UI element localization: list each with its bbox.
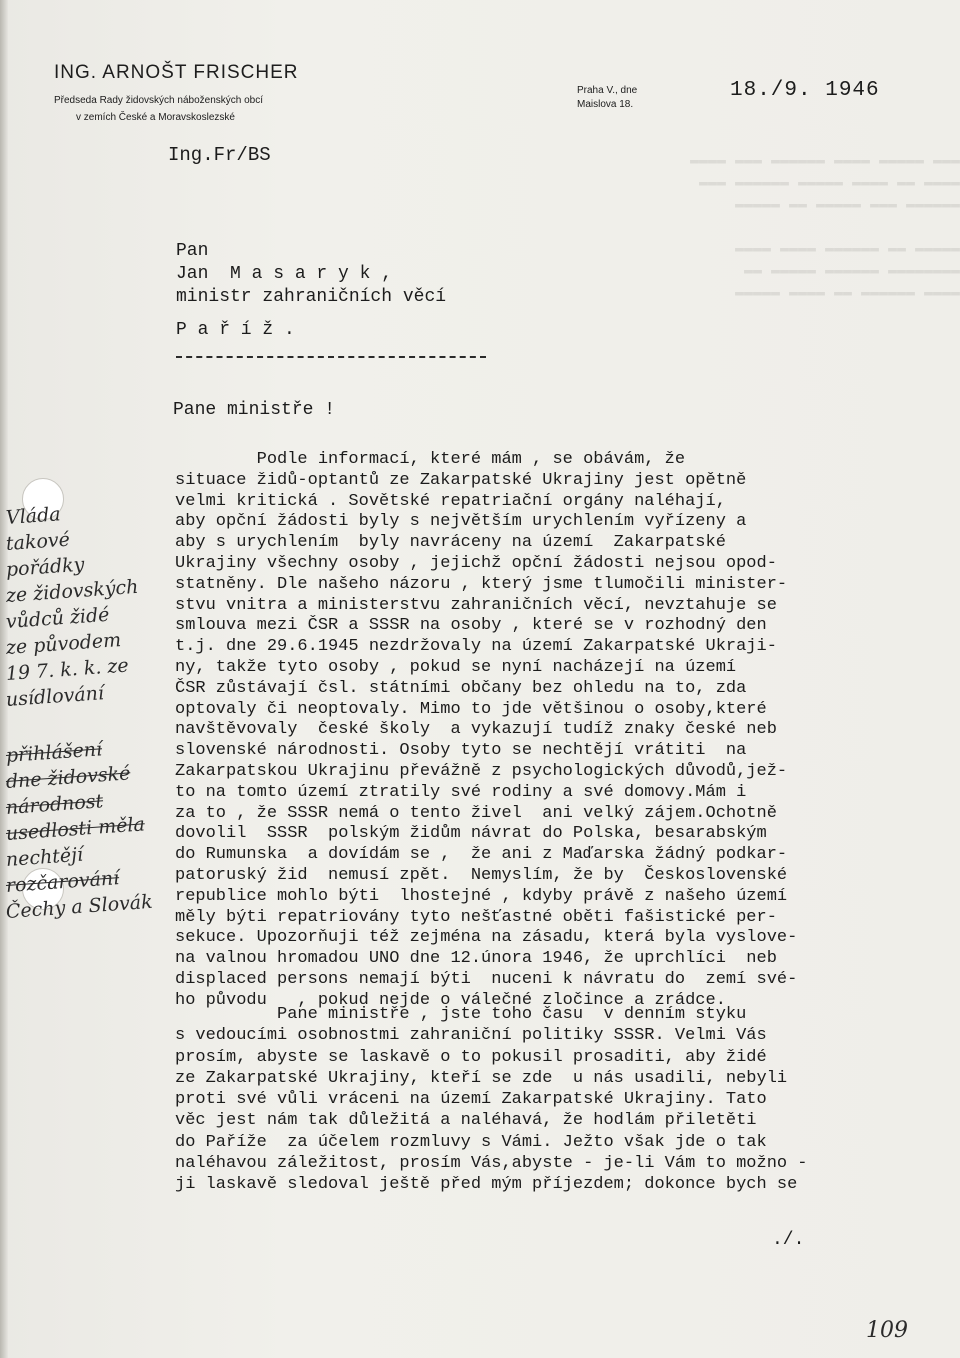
body-line: aby s urychlením byly navráceny na území Zakarpatské xyxy=(175,533,726,553)
body-line: ČSR zůstávají čsl. státními občany bez ohledu na to, zda xyxy=(175,678,747,698)
margin-note-line: pořádky xyxy=(5,553,85,581)
letterhead-region: v zemích České a Moravskoslezské xyxy=(76,112,235,123)
body-line: t.j. dne 29.6.1945 nezdržovaly na území Zakarpatské Ukraji- xyxy=(175,637,777,657)
continuation-mark: ./. xyxy=(772,1230,805,1250)
body-line: navštěvovaly české školy a vykazují tudíž znaky české neb xyxy=(175,720,777,740)
body-line: proti své vůli vráceni na území Zakarpatské Ukrajiny. Tato xyxy=(175,1090,767,1110)
margin-note-line: Čechy a Slovák xyxy=(5,890,154,923)
letterhead-title: Předseda Rady židovských náboženských obcí xyxy=(54,95,264,106)
body-line: do Paříže za účelem rozmluvy s Vámi. Ježto však jde o tak xyxy=(175,1132,767,1152)
body-line: stvu vnitra a ministerstvu zahraničních věcí, nevztahuje se xyxy=(175,595,777,615)
body-line: to na tomto území ztratily své rodiny a své domovy.Mám i xyxy=(175,782,747,802)
letter-body xyxy=(175,450,915,1012)
reference-mark: Ing.Fr/BS xyxy=(168,144,271,166)
body-line: Zakarpatskou Ukrajinu převážně z psychologických důvodů,jež- xyxy=(175,761,788,781)
body-line: optovaly či neoptovaly. Mimo to jde většinou o osoby,které xyxy=(175,699,767,719)
margin-note-line: Vláda xyxy=(5,503,62,529)
margin-note-line: dne židovské xyxy=(5,762,132,793)
place-street: Maislova 18. xyxy=(577,99,634,110)
addressee-line: Jan M a s a r y k , xyxy=(176,264,393,284)
body-line: patoruský žid nemusí zpět. Nemyslím, že by Československé xyxy=(175,865,788,885)
body-line: aby opční žádosti byly s největším urychlením vyřízeny a xyxy=(175,512,747,532)
addressee-line: Pan xyxy=(176,241,209,261)
body-line: ny, takže tyto osoby , pokud se nyní nacházejí na území xyxy=(175,657,737,677)
margin-note-line: usídlování xyxy=(5,682,105,711)
margin-note-line: národnost xyxy=(5,790,104,819)
place-block xyxy=(577,84,637,112)
body-line: věc jest nám tak důležitá a naléhavá, že hodlám přiletěti xyxy=(175,1111,757,1131)
margin-note-line: usedlosti měla xyxy=(5,813,146,845)
body-line: do Rumunska a dovídám se , že ani z Maďarska žádný podkar- xyxy=(175,845,788,865)
body-line: naléhavou záležitost, prosím Vás,abyste - je-li Vám to možno - xyxy=(175,1154,808,1174)
margin-note-line: ze židovských xyxy=(5,575,140,607)
addressee-line: P a ř í ž . xyxy=(176,320,295,340)
margin-note-line: nechtějí xyxy=(5,843,84,871)
body-line: statněny. Dle našeho názoru , který jsme tlumočili minister- xyxy=(175,574,788,594)
body-line: prosím, abyste se laskavě o to pokusil prosaditi, aby židé xyxy=(175,1047,767,1067)
margin-note-line: takové xyxy=(5,528,71,555)
body-line: ze Zakarpatské Ukrajiny, kteří se zde u nás usadili, nebyli xyxy=(175,1068,788,1088)
body-line: za to , že SSSR nemá o tento živel ani velký zájem.Ochotně xyxy=(175,803,777,823)
margin-note-line: přihlášení xyxy=(5,738,103,767)
body-line: měly býti repatriovány tyto nešťastné oběti fašistické per- xyxy=(175,907,777,927)
body-line: displaced persons nemají býti nuceni k návratu do zemí své- xyxy=(175,969,798,989)
letterhead-name: ING. ARNOŠT FRISCHER xyxy=(54,62,299,83)
place-city: Praha V., dne xyxy=(577,85,638,96)
addressee-block xyxy=(176,240,486,358)
body-line: Podle informací, které mám , se obávám, že xyxy=(175,450,686,469)
margin-note-line: vůdců židé xyxy=(5,603,111,633)
body-line: republice mohlo býti lhostejné , kdyby právě z našeho území xyxy=(175,886,788,906)
body-line: smlouva mezi ČSR a SSSR na osoby , které se v rozhodný den xyxy=(175,616,767,636)
margin-note-line: ze původem xyxy=(5,628,122,659)
body-line: slovenské národnosti. Osoby tyto se nechtějí vrátiti na xyxy=(175,741,747,761)
body-line: Pane ministře , jste toho času v denním styku xyxy=(175,1005,747,1024)
body-line: velmi kritická . Sovětské repatriační orgány naléhají, xyxy=(175,491,726,511)
body-line: ho původu , pokud nejde o válečné zločince a zrádce. xyxy=(175,990,726,1010)
body-line: ji laskavě sledoval ještě před mým příjezdem; dokonce bych se xyxy=(175,1175,798,1195)
letter-body-paragraph-2 xyxy=(175,1004,935,1196)
body-line: situace židů-optantů ze Zakarpatské Ukrajiny jest opětně xyxy=(175,470,747,490)
page-number: 109 xyxy=(866,1318,908,1343)
bleed-through-text: ▬▬▬ ▬▬▬▬▬ ▬▬▬▬ ▬▬▬▬▬▬ ▬▬▬ ▬▬▬▬ ▬▬▬▬ ▬▬ ▬▬▬▬ ▬▬▬▬▬ ▬▬▬▬▬▬ ▬▬▬ ▬▬▬▬▬▬ ▬▬▬ ▬▬▬▬▬ ▬▬ ▬▬▬▬▬ ▬▬▬▬▬ ▬▬ ▬▬▬▬▬▬ ▬▬▬▬ ▬▬▬▬ ▬▬▬▬▬▬▬▬ ▬▬▬▬▬▬ ▬▬▬▬▬ ▬▬ ▬▬▬▬ ▬▬▬▬▬▬ ▬▬ ▬▬▬▬ ▬▬▬▬▬ xyxy=(689,152,960,301)
body-line: na valnou hromadou UNO dne 12.února 1946, že uprchlíci neb xyxy=(175,949,777,969)
body-line: s vedoucími osobnostmi zahraniční politiky SSSR. Velmi Vás xyxy=(175,1026,767,1046)
body-line: sekuce. Upozorňuji též zejména na zásadu, která byla vyslove- xyxy=(175,928,798,948)
body-line: dovolil SSSR polským židům návrat do Polska, besarabským xyxy=(175,824,767,844)
body-line: Ukrajiny všechny osoby , jejichž opční žádosti nejsou opod- xyxy=(175,553,777,573)
handwritten-margin-notes xyxy=(6,505,176,925)
margin-note-line: rozčarování xyxy=(5,867,120,897)
salutation: Pane ministře ! xyxy=(173,400,336,420)
address-underline xyxy=(176,356,486,358)
addressee-line: ministr zahraničních věcí xyxy=(176,287,447,307)
letterhead xyxy=(54,62,299,126)
margin-note-line: 19 7. k. k. ze xyxy=(5,654,130,685)
letter-date: 18./9. 1946 xyxy=(730,79,880,102)
